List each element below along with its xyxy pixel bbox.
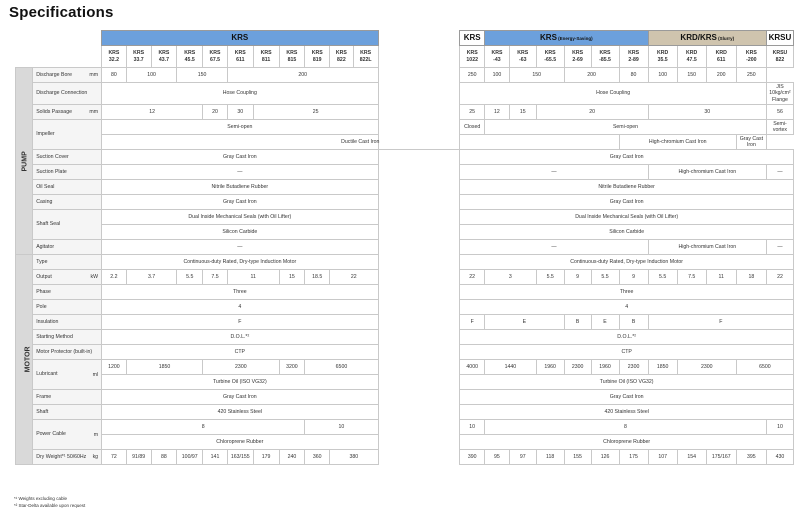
spec-value: 56: [766, 105, 793, 120]
spec-value: Continuous-duty Rated, Dry-type Induction Motor: [460, 255, 794, 270]
spec-value: —: [460, 240, 648, 255]
series-label: KRS: [540, 33, 557, 42]
spacer-cell: [378, 68, 460, 83]
spec-value: Hose Coupling: [460, 83, 767, 105]
table-row: [16, 285, 794, 300]
spec-value: 175: [619, 450, 648, 465]
spec-label: Discharge Connection: [33, 83, 102, 105]
unit-label: ml: [92, 371, 99, 378]
spec-value: 30: [227, 105, 253, 120]
spec-value: Silicon Carbide: [102, 225, 379, 240]
spec-value: Gray Cast Iron: [460, 195, 794, 210]
spacer-cell: [378, 180, 460, 195]
spec-label: Power Cable m: [33, 420, 102, 450]
spacer-cell: [378, 240, 460, 255]
model-header: KRS -63: [509, 46, 536, 68]
series-header: [102, 31, 379, 46]
spec-value: High-chromium Cast Iron: [648, 240, 766, 255]
table-row: [16, 150, 794, 165]
spec-value: 200: [706, 68, 736, 83]
spacer-cell: [378, 345, 460, 360]
footnotes: [14, 496, 85, 509]
spec-value: 1960: [591, 360, 619, 375]
spec-value: Nitrile Butadiene Rubber: [102, 180, 379, 195]
spacer-cell: [378, 83, 460, 105]
spec-value: 7.5: [677, 270, 706, 285]
spec-value: 126: [591, 450, 619, 465]
model-header: KRS 822L: [353, 46, 378, 68]
spec-label: Frame: [33, 390, 102, 405]
table-row: [16, 165, 794, 180]
spec-value: 118: [536, 450, 564, 465]
spec-value: 6500: [305, 360, 378, 375]
spec-value: B: [564, 315, 591, 330]
spec-value: Three: [460, 285, 794, 300]
spec-value: —: [460, 165, 648, 180]
spacer-cell: [378, 360, 460, 390]
spec-value: Gray Cast Iron: [102, 195, 379, 210]
table-row: [16, 420, 794, 435]
spec-value: 10: [460, 420, 485, 435]
spec-label: Shaft Seal: [33, 210, 102, 240]
spec-value: B: [619, 315, 648, 330]
spec-value: 18: [736, 270, 766, 285]
spec-value: 10: [305, 420, 378, 435]
spec-value: 5.5: [536, 270, 564, 285]
unit-label: kW: [90, 273, 99, 280]
spec-value: 155: [564, 450, 591, 465]
spec-value: 150: [677, 68, 706, 83]
spec-value: 250: [460, 68, 485, 83]
table-row: [16, 135, 794, 150]
spec-value: 3200: [279, 360, 305, 375]
spec-value: 1200: [102, 360, 127, 375]
spec-value: 3.7: [126, 270, 177, 285]
spec-value: 9: [564, 270, 591, 285]
spec-value: —: [766, 165, 793, 180]
spec-value: 2.2: [102, 270, 127, 285]
spec-value: 8: [485, 420, 767, 435]
table-row: [16, 195, 794, 210]
table-row: [16, 83, 794, 105]
spec-value: 11: [227, 270, 279, 285]
spacer-cell: [378, 165, 460, 180]
table-row: [16, 450, 794, 465]
series-sublabel: (Slurry): [716, 36, 735, 41]
table-row: [16, 105, 794, 120]
spec-value: Hose Coupling: [102, 83, 379, 105]
header-blank: [378, 46, 460, 68]
spec-label: Oil Seal: [33, 180, 102, 195]
spec-value: Chloroprene Rubber: [460, 435, 794, 450]
spec-label: Shaft: [33, 405, 102, 420]
spec-value: 80: [619, 68, 648, 83]
spec-value: 141: [203, 450, 228, 465]
spec-value: 100: [126, 68, 177, 83]
spec-value: —: [766, 240, 793, 255]
spec-label: Type: [33, 255, 102, 270]
spec-value: Continuous-duty Rated, Dry-type Induction Motor: [102, 255, 379, 270]
spacer-cell: [378, 255, 460, 270]
unit-label: mm: [89, 71, 99, 78]
spec-label: Insulation: [33, 315, 102, 330]
spacer-cell: [378, 390, 460, 405]
table-row: [16, 345, 794, 360]
spec-value: 1850: [126, 360, 202, 375]
spec-value: 6500: [736, 360, 793, 375]
model-header: KRD 611: [706, 46, 736, 68]
spec-value: 18.5: [305, 270, 330, 285]
spec-value: 12: [102, 105, 203, 120]
spec-value: Gray Cast Iron: [460, 390, 794, 405]
spec-value: JIS 10kg/cm² Flange: [766, 83, 793, 105]
spec-value: —: [102, 240, 379, 255]
series-label: KRS: [463, 33, 481, 42]
spec-value: 1850: [648, 360, 677, 375]
series-header: [648, 31, 766, 46]
spacer-cell: [378, 420, 460, 450]
spec-label: Phase: [33, 285, 102, 300]
spec-value: 360: [305, 450, 330, 465]
spec-value: 91/89: [126, 450, 151, 465]
spec-label: Suction Plate: [33, 165, 102, 180]
specifications-table: [15, 30, 794, 465]
spec-value: 390: [460, 450, 485, 465]
table-row: [16, 210, 794, 225]
spec-label: Solids Passage mm: [33, 105, 102, 120]
spec-value: 25: [460, 105, 485, 120]
spec-value: 430: [766, 450, 793, 465]
spacer-cell: [378, 405, 460, 420]
page-title: Specifications: [9, 4, 114, 21]
spec-value: 4: [460, 300, 794, 315]
spec-value: 179: [253, 450, 279, 465]
spec-value: 80: [102, 68, 127, 83]
spec-value: 154: [677, 450, 706, 465]
spec-value: 20: [203, 105, 228, 120]
spec-value: Semi-open: [485, 120, 767, 135]
spec-value: High-chromium Cast Iron: [619, 135, 736, 150]
table-row: [16, 360, 794, 375]
spec-value: D.O.L.*²: [102, 330, 379, 345]
series-label: KRD/KRS: [680, 33, 717, 42]
spec-value: E: [485, 315, 565, 330]
spec-value: Turbine Oil (ISO VG32): [102, 375, 379, 390]
spec-value: —: [102, 165, 379, 180]
footnote: *² Star-Delta available upon request: [14, 502, 86, 508]
spec-value: 395: [736, 450, 766, 465]
spec-value: High-chromium Cast Iron: [648, 165, 766, 180]
spec-value: F: [460, 315, 485, 330]
spec-value: Nitrile Butadiene Rubber: [460, 180, 794, 195]
unit-label: m: [93, 431, 99, 438]
model-header: KRS 819: [305, 46, 330, 68]
series-sublabel: (Energy-Saving): [556, 36, 593, 41]
spec-value: 11: [706, 270, 736, 285]
spec-value: 200: [227, 68, 378, 83]
spec-value: 5.5: [177, 270, 203, 285]
model-header: KRS -43: [485, 46, 510, 68]
spec-label: Motor Protector (built-in): [33, 345, 102, 360]
spec-value: Gray Cast Iron: [102, 390, 379, 405]
spec-value: 2300: [677, 360, 736, 375]
header-models-row: [16, 46, 794, 68]
spec-value: Dual Inside Mechanical Seals (with Oil Lifter): [460, 210, 794, 225]
spec-value: 200: [564, 68, 619, 83]
spec-label: Suction Cover: [33, 150, 102, 165]
spec-label: Starting Method: [33, 330, 102, 345]
section-label-pump: PUMP: [16, 68, 33, 255]
spec-value: 22: [460, 270, 485, 285]
table-row: [16, 255, 794, 270]
spec-value: 8: [102, 420, 305, 435]
spec-value: 163/155: [227, 450, 253, 465]
spec-label: Discharge Bore mm: [33, 68, 102, 83]
spec-value: Chloroprene Rubber: [102, 435, 379, 450]
spec-value: 22: [330, 270, 379, 285]
series-header: [460, 31, 485, 46]
model-header: KRS 2-89: [619, 46, 648, 68]
model-header: KRD 47.5: [677, 46, 706, 68]
spacer-cell: [378, 210, 460, 240]
header-blank: [16, 31, 102, 46]
series-header: [766, 31, 793, 46]
table-row: [16, 180, 794, 195]
header-groups-row: [16, 31, 794, 46]
spec-value: 2300: [564, 360, 591, 375]
spec-value: 5.5: [591, 270, 619, 285]
spec-value: F: [102, 315, 379, 330]
series-header: [485, 31, 649, 46]
spacer-cell: [378, 450, 460, 465]
spacer-cell: [378, 195, 460, 210]
spec-value: 97: [509, 450, 536, 465]
spec-label: Casing: [33, 195, 102, 210]
table-row: [16, 330, 794, 345]
spec-value: Closed: [460, 120, 485, 135]
spec-value: F: [648, 315, 793, 330]
spacer-cell: [378, 300, 460, 315]
spec-value: 72: [102, 450, 127, 465]
table-row: [16, 240, 794, 255]
spec-value: Dual Inside Mechanical Seals (with Oil Lifter): [102, 210, 379, 225]
spacer-cell: [378, 105, 460, 120]
spacer-cell: [378, 270, 460, 285]
spec-value: D.O.L.*²: [460, 330, 794, 345]
spacer-cell: [378, 285, 460, 300]
spec-value: 100/97: [177, 450, 203, 465]
model-header: KRSU 822: [766, 46, 793, 68]
spec-value: 15: [509, 105, 536, 120]
spec-value: Semi-open: [102, 120, 379, 135]
model-header: KRS -200: [736, 46, 766, 68]
spec-value: 420 Stainless Steel: [102, 405, 379, 420]
model-header: KRD 35.5: [648, 46, 677, 68]
spec-value: 4000: [460, 360, 485, 375]
spec-value: 22: [766, 270, 793, 285]
table-row: [16, 390, 794, 405]
spec-value: E: [591, 315, 619, 330]
spec-value: 240: [279, 450, 305, 465]
model-header: KRS 67.5: [203, 46, 228, 68]
spec-value: 15: [279, 270, 305, 285]
spec-value: 2300: [203, 360, 279, 375]
spec-value: CTP: [460, 345, 794, 360]
header-blank: [16, 46, 102, 68]
model-header: KRS 815: [279, 46, 305, 68]
spec-label: Impeller: [33, 120, 102, 150]
model-header: KRS 43.7: [151, 46, 177, 68]
spec-value: CTP: [102, 345, 379, 360]
spec-value: 4: [102, 300, 379, 315]
table-row: [16, 315, 794, 330]
model-header: KRS 45.5: [177, 46, 203, 68]
model-header: KRS -85.5: [591, 46, 619, 68]
spec-value: Three: [102, 285, 379, 300]
section-label-motor: MOTOR: [16, 255, 33, 465]
spec-value: 12: [485, 105, 510, 120]
spec-value: 9: [619, 270, 648, 285]
spec-value: 175/167: [706, 450, 736, 465]
spec-value: 150: [509, 68, 564, 83]
spec-value: Turbine Oil (ISO VG32): [460, 375, 794, 390]
spec-value: 88: [151, 450, 177, 465]
unit-label: mm: [89, 108, 99, 115]
model-header: KRS 32.2: [102, 46, 127, 68]
spec-value: 25: [253, 105, 378, 120]
spec-value: 380: [330, 450, 379, 465]
table-row: [16, 270, 794, 285]
table-row: [16, 300, 794, 315]
model-header: KRS 822: [330, 46, 354, 68]
spec-value: 107: [648, 450, 677, 465]
spec-value: 3: [485, 270, 537, 285]
table-row: [16, 120, 794, 135]
spec-value: 100: [485, 68, 510, 83]
spec-value: 250: [736, 68, 766, 83]
spec-value: 5.5: [648, 270, 677, 285]
spec-label: Output kW: [33, 270, 102, 285]
spec-value: 420 Stainless Steel: [460, 405, 794, 420]
unit-label: kg: [92, 453, 99, 460]
spec-value: 2300: [619, 360, 648, 375]
spec-value: 1960: [536, 360, 564, 375]
model-header: KRS 611: [227, 46, 253, 68]
spec-value: 95: [485, 450, 510, 465]
spacer-cell: [378, 315, 460, 330]
spec-value: Gray Cast Iron: [102, 150, 379, 165]
spec-value: Gray Cast Iron: [736, 135, 766, 150]
spec-label: Lubricant ml: [33, 360, 102, 390]
spec-value: 20: [536, 105, 648, 120]
spec-label: Agitator: [33, 240, 102, 255]
spec-value: 150: [177, 68, 228, 83]
spec-value: 30: [648, 105, 766, 120]
table-row: [16, 405, 794, 420]
spec-value: Gray Cast Iron: [460, 150, 794, 165]
spec-value: 100: [648, 68, 677, 83]
header-blank: [378, 31, 460, 46]
model-header: KRS 33.7: [126, 46, 151, 68]
spacer-cell: [378, 330, 460, 345]
footnote: *¹ Weights excluding cable: [14, 496, 67, 501]
spec-value: 1440: [485, 360, 537, 375]
model-header: KRS 811: [253, 46, 279, 68]
series-label: KRSU: [768, 33, 792, 42]
model-header: KRS -65.5: [536, 46, 564, 68]
spec-value: Semi-vortex: [766, 120, 793, 135]
spec-value: 7.5: [203, 270, 228, 285]
model-header: KRS 2-69: [564, 46, 591, 68]
spacer-cell: [378, 150, 460, 165]
spec-label: Pole: [33, 300, 102, 315]
spec-value: Ductile Cast Iron: [102, 135, 619, 150]
spec-label: Dry Weight*¹ 50/60Hz kg: [33, 450, 102, 465]
spec-value: Silicon Carbide: [460, 225, 794, 240]
series-label: KRS: [231, 33, 249, 42]
model-header: KRS 1022: [460, 46, 485, 68]
table-row: [16, 68, 794, 83]
spec-value: 10: [766, 420, 793, 435]
